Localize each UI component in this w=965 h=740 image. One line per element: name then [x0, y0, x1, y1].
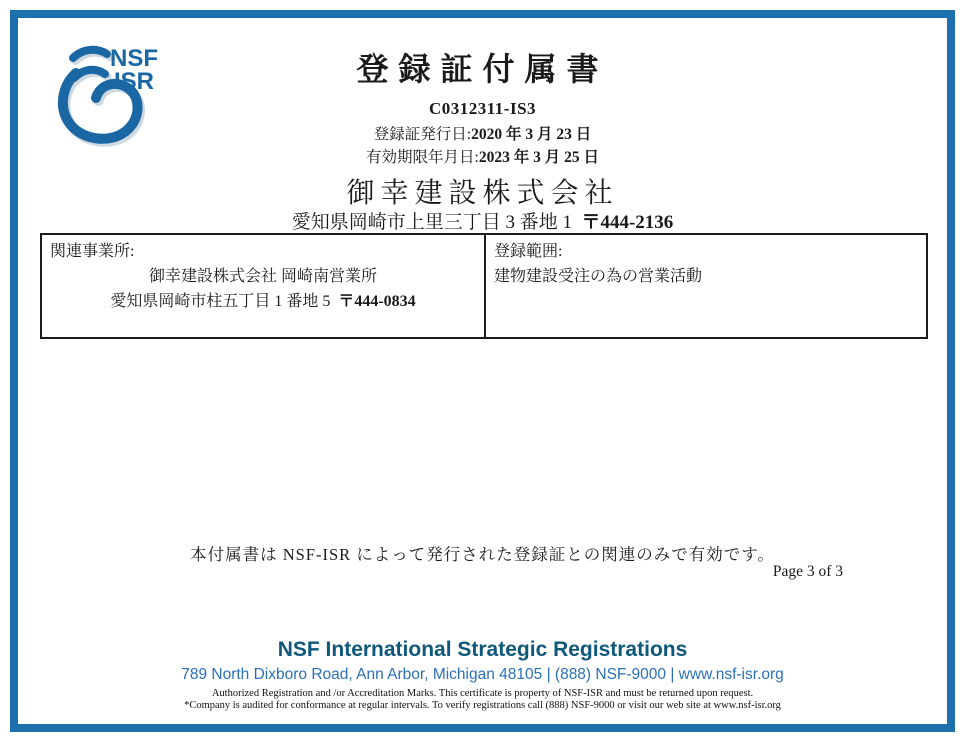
scope-label: 登録範囲: — [494, 243, 563, 260]
footer-fine-print-2: *Company is audited for conformance at regular intervals. To verify registrations call (888) NSF-9000 or visit our web site at www.nsf-isr.org — [184, 700, 781, 711]
company-name: 御幸建設株式会社 — [346, 178, 619, 209]
related-site-postal: 〒444-0834 — [338, 293, 416, 310]
related-sites-label: 関連事業所: — [50, 243, 135, 260]
company-address: 愛知県岡崎市上里三丁目 3 番地 1 — [291, 212, 572, 233]
page-number: Page 3 of 3 — [772, 563, 843, 580]
scope-cell — [486, 235, 926, 337]
registration-info-table — [40, 233, 928, 339]
issue-date-line — [0, 122, 965, 144]
validity-note: 本付属書は NSF-ISR によって発行された登録証との関連のみで有効です。 — [190, 545, 775, 564]
issue-date-label: 登録証発行日: — [373, 126, 472, 143]
footer-address-line: 789 North Dixboro Road, Ann Arbor, Michigan 48105 | (888) NSF-9000 | www.nsf-isr.org — [181, 666, 784, 683]
related-site-name: 御幸建設株式会社 岡崎南営業所 — [148, 268, 377, 285]
footer-fine-print-1: Authorized Registration and /or Accreditation Marks. This certificate is property of NSF-ISR and must be returned upon request. — [211, 688, 754, 699]
expiry-date-value: 2023 年 3 月 25 日 — [478, 149, 599, 166]
related-sites-cell — [42, 235, 486, 337]
company-address-line — [0, 207, 965, 234]
logo-text-nsf: NSF — [110, 45, 158, 72]
footer-organization-name: NSF International Strategic Registrations — [277, 638, 688, 661]
expiry-date-line — [0, 145, 965, 167]
issue-date-value: 2020 年 3 月 23 日 — [471, 126, 592, 143]
logo-text-isr: ISR — [114, 68, 155, 95]
related-site-address-line — [50, 289, 476, 314]
expiry-date-label: 有効期限年月日: — [366, 149, 479, 166]
related-site-address: 愛知県岡崎市柱五丁目 1 番地 5 — [110, 293, 331, 310]
certificate-number: C0312311-IS3 — [428, 99, 537, 118]
company-postal-code: 〒444-2136 — [581, 212, 674, 233]
scope-value: 建物建設受注の為の営業活動 — [494, 268, 703, 285]
document-title: 登録証付属書 — [356, 51, 609, 87]
